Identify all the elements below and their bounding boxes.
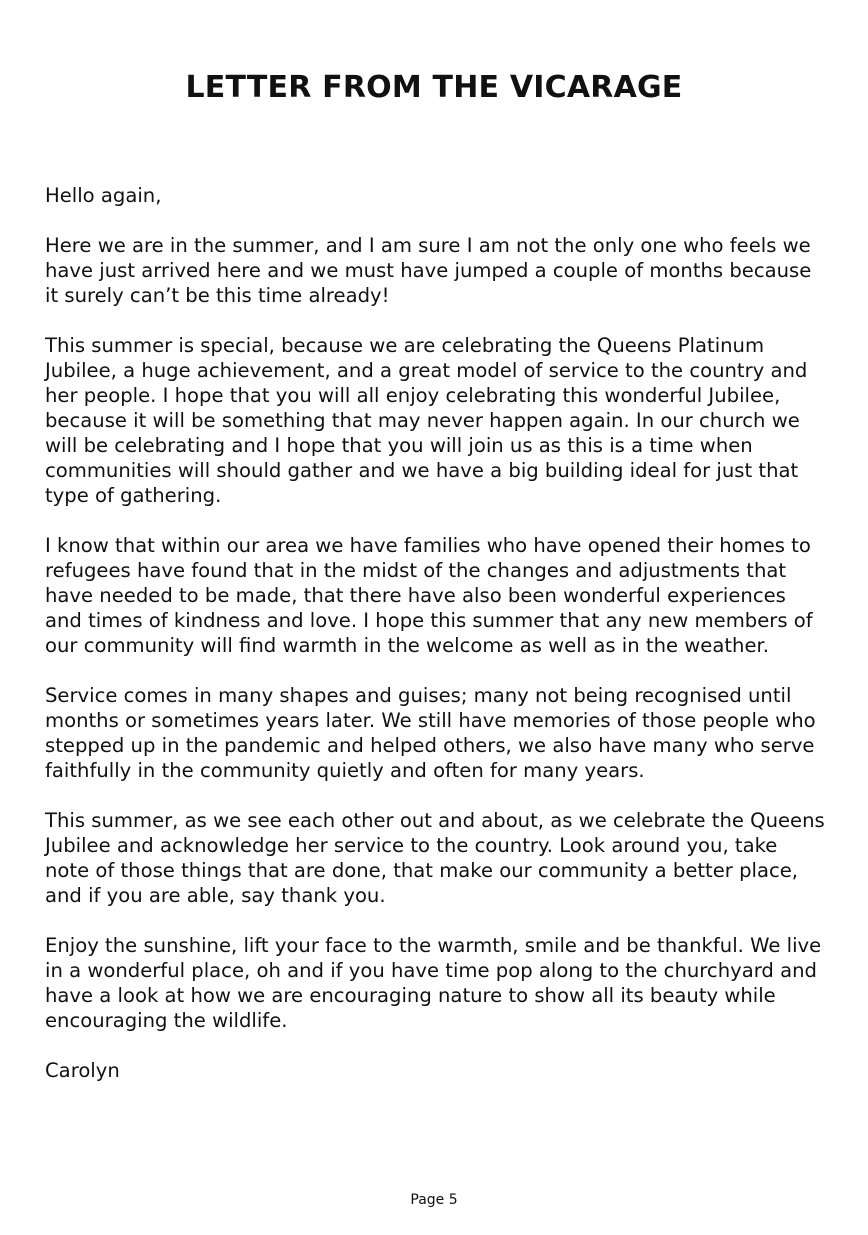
signature: Carolyn [45,1059,120,1082]
letter-body [45,183,825,1108]
paragraph: This summer is special, because we are celebrating the Queens Platinum Jubilee, a huge achievement, and a great model of service to the country and her people. I hope that you will all enjoy celebrating this wonderful Jubilee, because it will be something that may never happen again. In our church we will be celebrating and I hope that you will join us as this is a time when communities will should gather and we have a big building ideal for just that type of gathering. [45,334,808,507]
paragraph: I know that within our area we have families who have opened their homes to refugees have found that in the midst of the changes and adjustments that have needed to be made, that there have also been wonderful experiences and times of kindness and love. I hope this summer that any new members of our community will find warmth in the welcome as well as in the weather. [45,534,813,657]
paragraph: Enjoy the sunshine, lift your face to the warmth, smile and be thankful. We live in a wonderful place, oh and if you have time pop along to the churchyard and have a look at how we are encouraging nature to show all its beauty while encouraging the wildlife. [45,934,822,1032]
paragraph: This summer, as we see each other out and about, as we celebrate the Queens Jubilee and acknowledge her service to the country. Look around you, take note of those things that are done, that make our community a better place, and if you are able, say thank you. [45,809,825,907]
paragraph: Here we are in the summer, and I am sure I am not the only one who feels we have just arrived here and we must have jumped a couple of months because it surely can’t be this time already! [45,234,812,307]
page-number: Page 5 [410,1192,458,1208]
page-title: LETTER FROM THE VICARAGE [185,70,683,105]
greeting: Hello again, [45,184,162,207]
paragraph: Service comes in many shapes and guises; many not being recognised until months or sometimes years later. We still have memories of those people who stepped up in the pandemic and helped others, we also have many who serve faithfully in the community quietly and often for many years. [45,684,816,782]
